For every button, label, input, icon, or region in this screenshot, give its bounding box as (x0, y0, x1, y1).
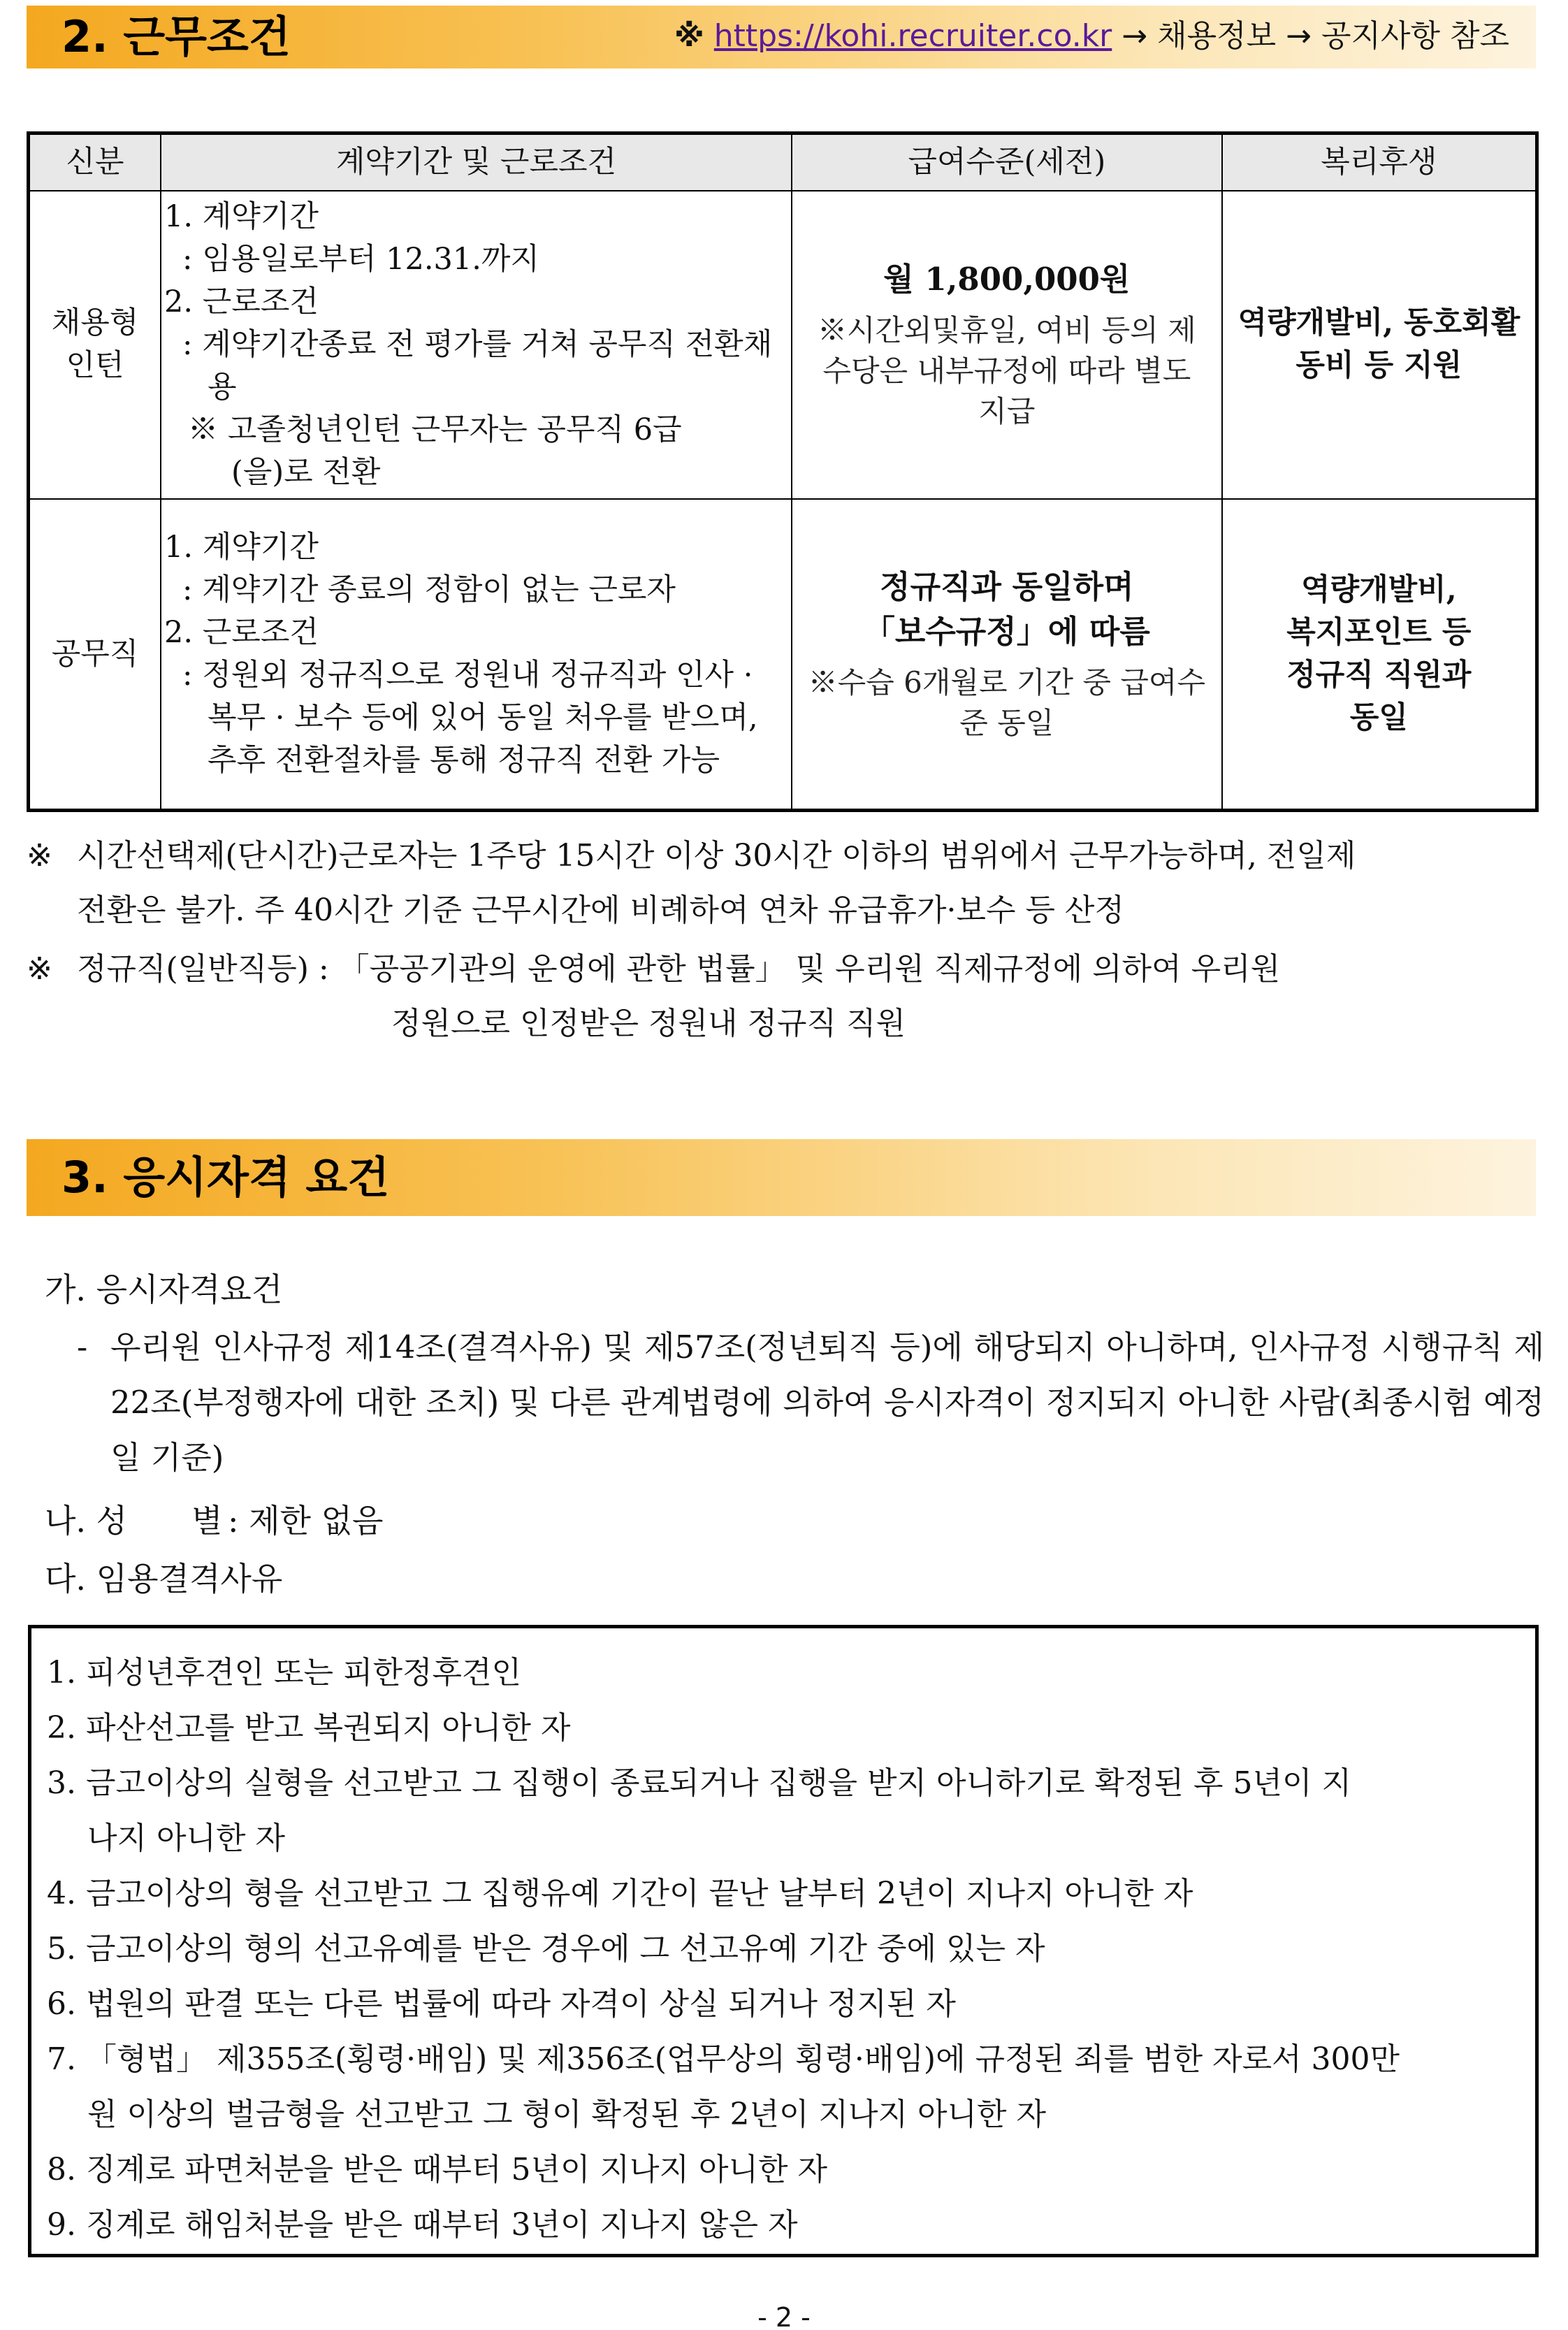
gender-label: 나. 성 별 (45, 1502, 223, 1540)
terms-heading: 1. 계약기간 (164, 530, 319, 565)
status-line: 인턴 (66, 348, 124, 384)
eligibility-text (77, 1319, 1544, 1485)
cell-status (29, 191, 161, 499)
note-mark: ※ (27, 951, 52, 987)
gender-row (45, 1492, 384, 1549)
dash-bullet: - (77, 1329, 88, 1366)
benefit-line: 복지포인트 등 (1286, 615, 1472, 651)
pay-remark: ※수습 6개월로 기간 중 급여수준 동일 (808, 665, 1206, 741)
section-2-title: 2. 근무조건 (61, 11, 291, 62)
pay-amount: 월 1,800,000원 (883, 261, 1131, 298)
terms-heading: 2. 근로조건 (164, 615, 319, 651)
note-text: 전환은 불가. 주 40시간 기준 근무시간에 비례하여 연차 유급휴가·보수 등 산정 (77, 892, 1124, 928)
reference-path: → 채용정보 → 공지사항 참조 (1121, 18, 1509, 54)
section-2-header (27, 6, 1536, 68)
terms-remark: ※ 고졸청년인턴 근무자는 공무직 6급(을)로 전환 (188, 412, 682, 490)
reference-line (674, 17, 1509, 56)
eligibility-heading: 가. 응시자격요건 (45, 1271, 283, 1308)
disqualification-box (28, 1625, 1539, 2257)
table-row (29, 499, 1537, 810)
cell-terms (161, 499, 792, 810)
list-item: 7. 「형법」 제355조(횡령·배임) 및 제356조(업무상의 횡령·배임)에 규정된 죄를 범한 자로서 300만원 이상의 벌금형을 선고받고 그 형이 확정된 후 2년이 지나지 아니한 자 (47, 2041, 1400, 2132)
terms-detail: : 계약기간종료 전 평가를 거쳐 공무직 전환채용 (182, 326, 773, 405)
terms-detail: : 정원외 정규직으로 정원내 정규직과 인사 · 복무 · 보수 등에 있어 동일 처우를 받으며, 추후 전환절차를 통해 정규직 전환 가능 (182, 658, 758, 779)
benefit-line: 정규직 직원과 (1286, 658, 1472, 693)
list-item: 3. 금고이상의 실형을 선고받고 그 집행이 종료되거나 집행을 받지 아니하기로 확정된 후 5년이 지나지 아니한 자 (47, 1765, 1351, 1856)
gender-value: : 제한 없음 (228, 1502, 384, 1540)
terms-heading: 2. 근로조건 (164, 284, 319, 319)
terms-detail: : 계약기간 종료의 정함이 없는 근로자 (182, 572, 676, 608)
section-3-header (27, 1139, 1536, 1216)
pay-amount: 정규직과 동일하며 (880, 568, 1134, 606)
working-conditions-table (27, 131, 1539, 812)
note-text: 정규직(일반직등) : 「공공기관의 운영에 관한 법률」 및 우리원 직제규정에 의하여 우리원 (77, 951, 1281, 987)
list-item: 4. 금고이상의 형을 선고받고 그 집행유예 기간이 끝난 날부터 2년이 지나지 아니한 자 (47, 1876, 1193, 1911)
recruiter-link[interactable]: https://kohi.recruiter.co.kr (713, 18, 1112, 54)
list-item: 1. 피성년후견인 또는 피한정후견인 (47, 1655, 521, 1691)
list-item: 6. 법원의 판결 또는 다른 법률에 따라 자격이 상실 되거나 정지된 자 (47, 1986, 956, 2022)
table-header-row (29, 133, 1537, 191)
table-row (29, 191, 1537, 499)
disqualification-heading: 다. 임용결격사유 (45, 1560, 283, 1598)
note-part-time (27, 829, 1543, 938)
list-item: 2. 파산선고를 받고 복권되지 아니한 자 (47, 1710, 571, 1746)
cell-pay (792, 499, 1222, 810)
reference-mark: ※ (674, 18, 704, 54)
note-regular-staff (27, 942, 1543, 1051)
note-mark: ※ (27, 838, 52, 874)
status-line: 채용형 (51, 305, 139, 341)
section-3-title: 3. 응시자격 요건 (61, 1152, 390, 1203)
note-text: 시간선택제(단시간)근로자는 1주당 15시간 이상 30시간 이하의 범위에서 근무가능하며, 전일제 (77, 838, 1356, 874)
cell-status: 공무직 (29, 499, 161, 810)
cell-terms (161, 191, 792, 499)
page-number: - 2 - (757, 2302, 811, 2330)
benefit-line: 동일 (1349, 700, 1408, 736)
pay-amount: 「보수규정」에 따름 (863, 613, 1150, 651)
cell-pay (792, 191, 1222, 499)
terms-detail: : 임용일로부터 12.31.까지 (182, 241, 539, 277)
list-item: 9. 징계로 해임처분을 받은 때부터 3년이 지나지 않은 자 (47, 2207, 798, 2243)
eligibility-detail: 우리원 인사규정 제14조(결격사유) 및 제57조(정년퇴직 등)에 해당되지 아니하며, 인사규정 시행규칙 제22조(부정행자에 대한 조치) 및 다른 관계법령에 의하여 응시자격이 정지되지 아니한 사람(최종시험 예정일 기준) (110, 1329, 1544, 1476)
header-terms: 계약기간 및 근로조건 (161, 133, 792, 191)
pay-remark: ※시간외및휴일, 여비 등의 제수당은 내부규정에 따라 별도 지급 (817, 313, 1196, 429)
note-text: 정원으로 인정받은 정원내 정규직 직원 (391, 1006, 906, 1041)
header-status: 신분 (29, 133, 161, 191)
cell-benefits: 역량개발비, 동호회활동비 등 지원 (1222, 191, 1537, 499)
cell-benefits (1222, 499, 1537, 810)
benefit-line: 역량개발비, (1301, 572, 1457, 608)
list-item: 5. 금고이상의 형의 선고유예를 받은 경우에 그 선고유예 기간 중에 있는 자 (47, 1931, 1045, 1967)
terms-heading: 1. 계약기간 (164, 198, 319, 234)
header-benefits: 복리후생 (1222, 133, 1537, 191)
list-item: 8. 징계로 파면처분을 받은 때부터 5년이 지나지 아니한 자 (47, 2152, 827, 2187)
header-pay: 급여수준(세전) (792, 133, 1222, 191)
